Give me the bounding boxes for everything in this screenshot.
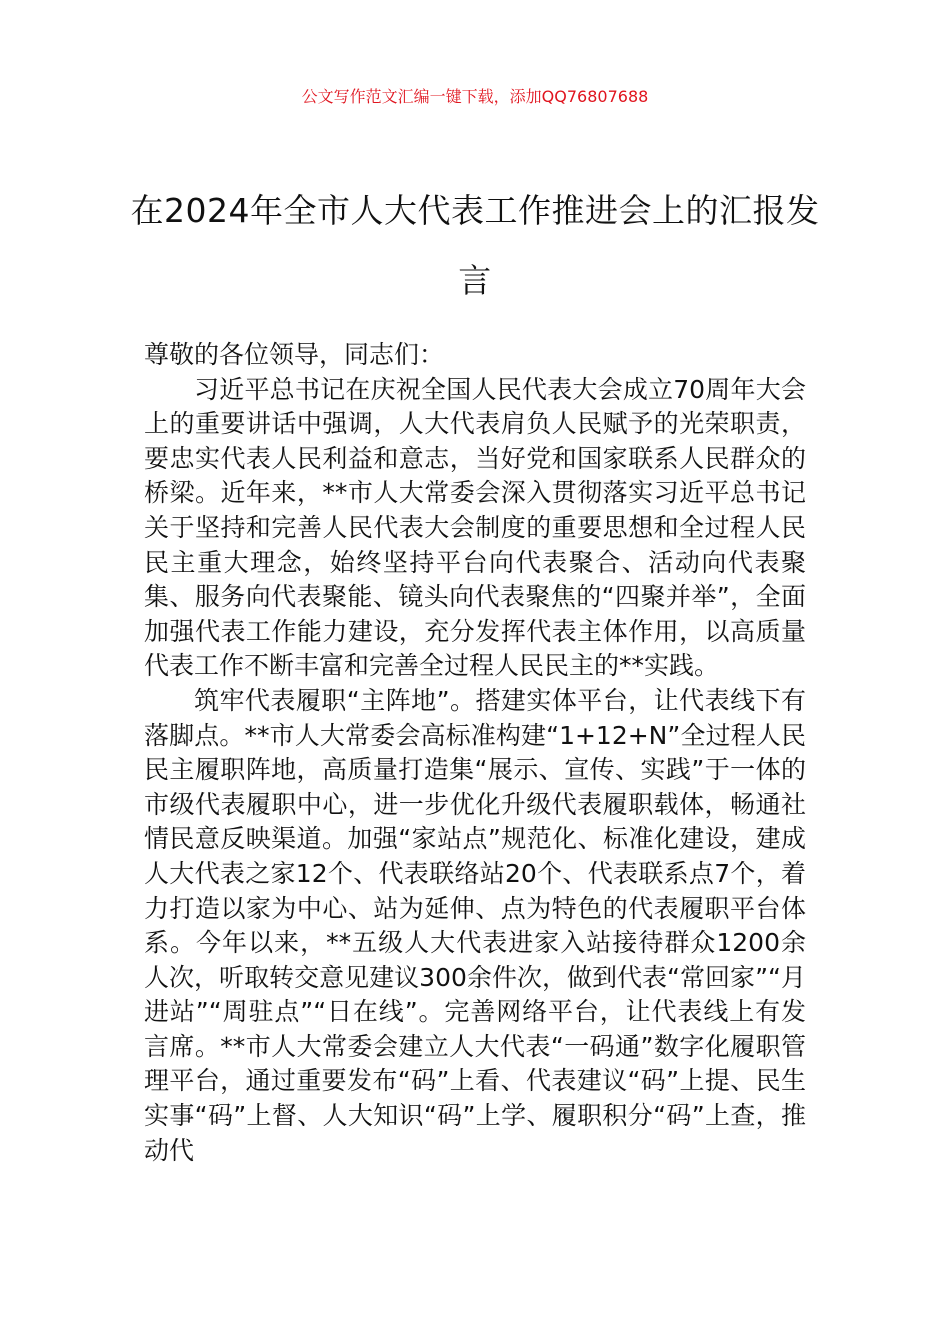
document-title: 在2024年全市人大代表工作推进会上的汇报发言: [130, 191, 820, 300]
paragraph-intro: 习近平总书记在庆祝全国人民代表大会成立70周年大会上的重要讲话中强调，人大代表肩负人民赋予的光荣职责，要忠实代表人民利益和意志，当好党和国家联系人民群众的桥梁。近年来，**市人大常委会深入贯彻落实习近平总书记关于坚持和完善人民代表大会制度的重要思想和全过程人民民主重大理念，始终坚持平台向代表聚合、活动向代表聚集、服务向代表聚能、镜头向代表聚焦的“四聚并举”，全面加强代表工作能力建设，充分发挥代表主体作用，以高质量代表工作不断丰富和完善全过程人民民主的**实践。: [144, 374, 806, 681]
salutation: 尊敬的各位领导，同志们：: [144, 340, 445, 369]
paragraph-platform: 筑牢代表履职“主阵地”。搭建实体平台，让代表线下有落脚点。**市人大常委会高标准构建“1+12+N”全过程人民民主履职阵地，高质量打造集“展示、宣传、实践”于一体的市级代表履职中心，进一步优化升级代表履职载体，畅通社情民意反映渠道。加强“家站点”规范化、标准化建设，建成人大代表之家12个、代表联络站20个、代表联系点7个，着力打造以家为中心、站为延伸、点为特色的代表履职平台体系。今年以来，**五级人大代表进家入站接待群众1200余人次，听取转交意见建议300余件次，做到代表“常回家”“月进站”“周驻点”“日在线”。完善网络平台，让代表线上有发言席。**市人大常委会建立人大代表“一码通”数字化履职管理平台，通过重要发布“码”上看、代表建议“码”上提、民生实事“码”上督、人大知识“码”上学、履职积分“码”上查，推动代: [144, 685, 806, 1165]
header-banner: 公文写作范文汇编一键下载，添加QQ76807688: [301, 87, 649, 106]
document-body: [144, 338, 806, 1168]
